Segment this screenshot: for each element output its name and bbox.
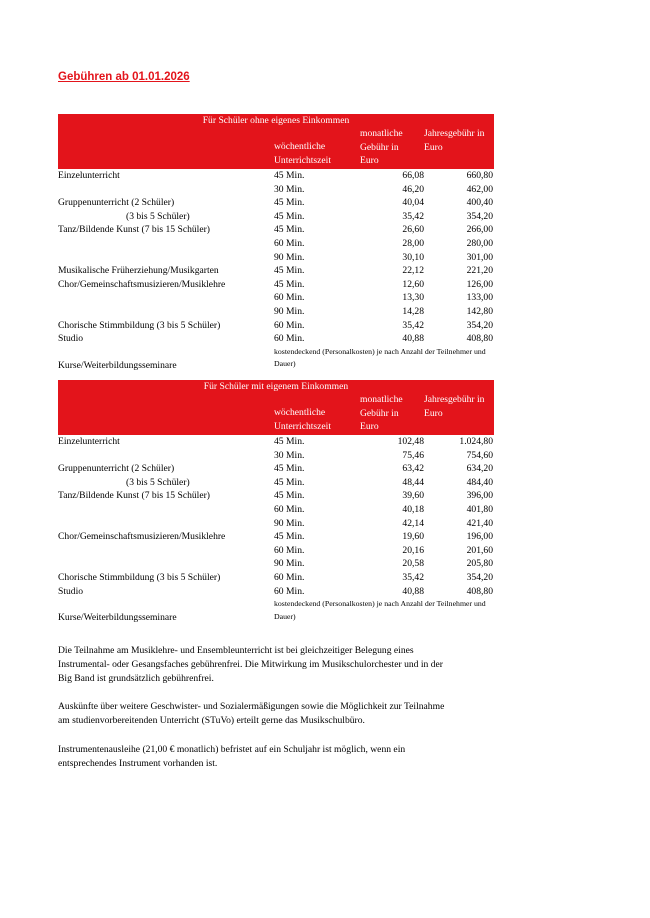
- annual-fee: 1.024,80: [459, 436, 493, 447]
- row-label: Einzelunterricht: [58, 170, 120, 181]
- monthly-fee: 40,18: [402, 503, 424, 515]
- table-row: [58, 517, 494, 531]
- table-row: [58, 503, 494, 517]
- annual-fee: 354,20: [466, 210, 493, 222]
- monthly-fee: 75,46: [402, 449, 424, 461]
- monthly-fee: 22,12: [402, 265, 424, 277]
- annual-fee: 221,20: [466, 265, 493, 277]
- lesson-time: 60 Min.: [274, 237, 305, 249]
- monthly-fee: 40,88: [402, 585, 424, 597]
- lesson-time: 45 Min.: [274, 531, 305, 543]
- table-row: [58, 196, 494, 210]
- lesson-time: 45 Min.: [274, 224, 305, 236]
- table-row: [58, 183, 494, 197]
- lesson-time: 30 Min.: [274, 183, 305, 195]
- monthly-fee: 40,04: [402, 197, 424, 209]
- table-row: [58, 237, 494, 251]
- row-label: Einzelunterricht: [58, 436, 120, 447]
- table-row: [58, 435, 494, 449]
- monthly-fee: 102,48: [397, 436, 424, 447]
- table-row: [58, 332, 494, 346]
- table-row: [58, 585, 494, 599]
- monthly-fee: 30,10: [402, 251, 424, 263]
- annual-fee: 400,40: [466, 197, 493, 209]
- kurse-row: [58, 346, 494, 373]
- lesson-time: 45 Min.: [274, 436, 305, 447]
- row-label: Musikalische Früherziehung/Musikgarten: [58, 265, 219, 277]
- section-title: Für Schüler mit eigenem Einkommen: [203, 381, 349, 392]
- monthly-fee: 35,42: [402, 210, 424, 222]
- table-body: [58, 435, 494, 598]
- table-row: [58, 223, 494, 237]
- table-row: [58, 319, 494, 333]
- annual-fee: 408,80: [466, 333, 493, 345]
- monthly-fee: 28,00: [402, 237, 424, 249]
- table-row: [58, 264, 494, 278]
- annual-fee: 421,40: [466, 517, 493, 529]
- table-header: [58, 380, 494, 435]
- paragraph-ensemble: Die Teilnahme am Musiklehre- und Ensembleunterricht ist bei gleichzeitiger Belegung eines Instrumental- oder Gesangsfaches gebührenfrei. Die Mitwirkung im Musikschulorchester und in der Big Band ist grundsätzlich gebührenfrei.: [58, 645, 443, 685]
- monthly-fee: 12,60: [402, 278, 424, 290]
- table-row: [58, 557, 494, 571]
- monthly-fee: 39,60: [402, 490, 424, 502]
- kurse-label: Kurse/Weiterbildungsseminare: [58, 612, 177, 624]
- annual-fee: 634,20: [466, 463, 493, 475]
- table-body: [58, 169, 494, 346]
- column-header-time: wöchentliche Unterrichtszeit: [274, 141, 332, 166]
- lesson-time: 45 Min.: [274, 476, 305, 488]
- lesson-time: 60 Min.: [274, 503, 305, 515]
- table-row: [58, 449, 494, 463]
- lesson-time: 60 Min.: [274, 544, 305, 556]
- lesson-time: 45 Min.: [274, 170, 305, 181]
- lesson-time: 45 Min.: [274, 463, 305, 475]
- row-label: Chorische Stimmbildung (3 bis 5 Schüler): [58, 571, 221, 583]
- fee-table-no-income: [58, 114, 494, 373]
- row-label: Chorische Stimmbildung (3 bis 5 Schüler): [58, 319, 221, 331]
- monthly-fee: 35,42: [402, 571, 424, 583]
- kurse-row: [58, 598, 494, 625]
- annual-fee: 133,00: [466, 292, 493, 304]
- row-label: Gruppenunterricht (2 Schüler): [58, 197, 175, 209]
- table-row: [58, 210, 494, 224]
- lesson-time: 60 Min.: [274, 571, 305, 583]
- column-header-year: Jahresgebühr in Euro: [424, 394, 485, 419]
- lesson-time: 30 Min.: [274, 449, 305, 461]
- annual-fee: 484,40: [466, 476, 493, 488]
- monthly-fee: 63,42: [402, 463, 424, 475]
- row-label: Gruppenunterricht (2 Schüler): [58, 463, 175, 475]
- row-label: Studio: [58, 333, 84, 345]
- annual-fee: 396,00: [466, 490, 493, 502]
- row-label: Studio: [58, 585, 84, 597]
- table-row: [58, 530, 494, 544]
- table-row: [58, 251, 494, 265]
- table-row: [58, 305, 494, 319]
- lesson-time: 90 Min.: [274, 305, 305, 317]
- table-row: [58, 278, 494, 292]
- annual-fee: 301,00: [466, 251, 493, 263]
- monthly-fee: 35,42: [402, 319, 424, 331]
- annual-fee: 280,00: [466, 237, 493, 249]
- paragraph-discounts: Auskünfte über weitere Geschwister- und Sozialermäßigungen sowie die Möglichkeit zur Teilnahme am studienvorbereitenden Unterricht (STuVo) erteilt gerne das Musikschulbüro.: [58, 701, 445, 727]
- lesson-time: 45 Min.: [274, 210, 305, 222]
- table-row: [58, 544, 494, 558]
- monthly-fee: 40,88: [402, 333, 424, 345]
- table-row: [58, 462, 494, 476]
- annual-fee: 201,60: [466, 544, 493, 556]
- document-title: Gebühren ab 01.01.2026: [58, 71, 190, 83]
- lesson-time: 60 Min.: [274, 333, 305, 345]
- kurse-note: kostendeckend (Personalkosten) je nach Anzahl der Teilnehmer und Dauer): [274, 599, 486, 621]
- lesson-time: 60 Min.: [274, 292, 305, 304]
- lesson-time: 45 Min.: [274, 278, 305, 290]
- lesson-time: 45 Min.: [274, 197, 305, 209]
- annual-fee: 660,80: [466, 170, 493, 181]
- monthly-fee: 66,08: [402, 170, 424, 181]
- annual-fee: 401,80: [466, 503, 493, 515]
- monthly-fee: 20,58: [402, 558, 424, 570]
- lesson-time: 60 Min.: [274, 585, 305, 597]
- fee-table-with-income: [58, 380, 494, 625]
- annual-fee: 142,80: [466, 305, 493, 317]
- annual-fee: 126,00: [466, 278, 493, 290]
- annual-fee: 408,80: [466, 585, 493, 597]
- monthly-fee: 14,28: [402, 305, 424, 317]
- table-row: [58, 571, 494, 585]
- lesson-time: 90 Min.: [274, 517, 305, 529]
- row-label: (3 bis 5 Schüler): [126, 476, 190, 488]
- lesson-time: 60 Min.: [274, 319, 305, 331]
- kurse-label: Kurse/Weiterbildungsseminare: [58, 359, 177, 371]
- column-header-fee: monatliche Gebühr in Euro: [360, 394, 403, 432]
- annual-fee: 462,00: [466, 183, 493, 195]
- kurse-note: kostendeckend (Personalkosten) je nach Anzahl der Teilnehmer und Dauer): [274, 346, 486, 369]
- section-title: Für Schüler ohne eigenes Einkommen: [202, 115, 350, 126]
- lesson-time: 90 Min.: [274, 251, 305, 263]
- row-label: Chor/Gemeinschaftsmusizieren/Musiklehre: [58, 278, 226, 290]
- monthly-fee: 20,16: [402, 544, 424, 556]
- annual-fee: 354,20: [466, 319, 493, 331]
- annual-fee: 754,60: [466, 449, 493, 461]
- column-header-time: wöchentliche Unterrichtszeit: [274, 407, 332, 432]
- row-label: (3 bis 5 Schüler): [126, 210, 190, 222]
- monthly-fee: 46,20: [402, 183, 424, 195]
- lesson-time: 45 Min.: [274, 265, 305, 277]
- monthly-fee: 48,44: [402, 476, 424, 488]
- table-header: [58, 114, 494, 169]
- table-row: [58, 489, 494, 503]
- annual-fee: 205,80: [466, 558, 493, 570]
- paragraph-rental: Instrumentenausleihe (21,00 € monatlich) befristet auf ein Schuljahr ist möglich, wenn ein entsprechendes Instrument vorhanden ist.: [58, 744, 406, 770]
- table-row: [58, 291, 494, 305]
- table-row: [58, 169, 494, 183]
- monthly-fee: 26,60: [402, 224, 424, 236]
- annual-fee: 354,20: [466, 571, 493, 583]
- monthly-fee: 42,14: [402, 517, 424, 529]
- table-row: [58, 476, 494, 490]
- annual-fee: 266,00: [466, 224, 493, 236]
- column-header-year: Jahresgebühr in Euro: [424, 128, 485, 153]
- monthly-fee: 19,60: [402, 531, 424, 543]
- row-label: Tanz/Bildende Kunst (7 bis 15 Schüler): [58, 224, 211, 236]
- row-label: Tanz/Bildende Kunst (7 bis 15 Schüler): [58, 490, 211, 502]
- lesson-time: 90 Min.: [274, 558, 305, 570]
- column-header-fee: monatliche Gebühr in Euro: [360, 128, 403, 166]
- monthly-fee: 13,30: [402, 292, 424, 304]
- annual-fee: 196,00: [466, 531, 493, 543]
- row-label: Chor/Gemeinschaftsmusizieren/Musiklehre: [58, 531, 226, 543]
- lesson-time: 45 Min.: [274, 490, 305, 502]
